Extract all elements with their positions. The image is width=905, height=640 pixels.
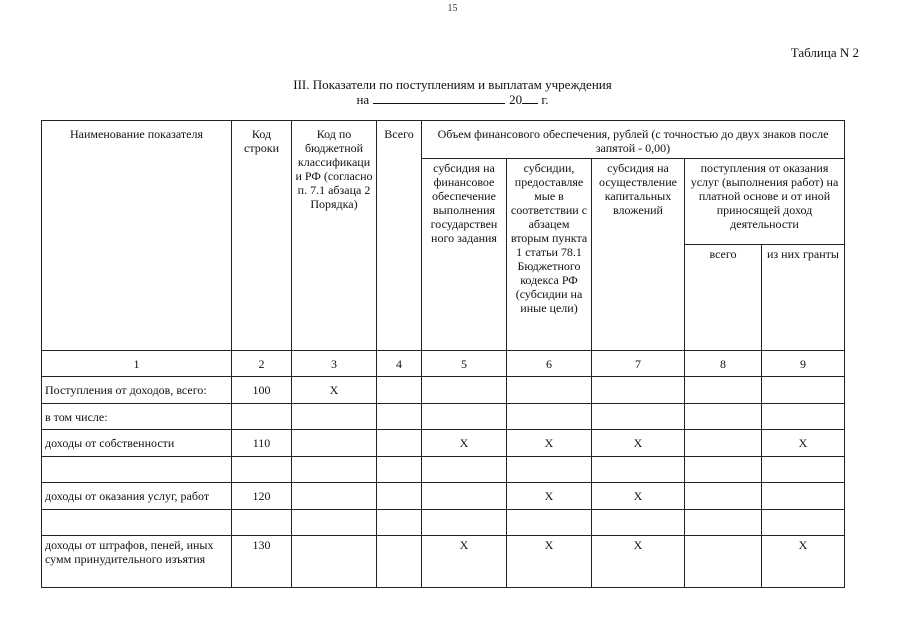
table-row — [42, 457, 845, 483]
row-cell — [422, 377, 507, 404]
header-paid-services: поступления от оказания услуг (выполнения работ) на платной основе и от иной приносящей доход деятельности — [685, 159, 845, 245]
row-cell: X — [507, 430, 592, 457]
row-cell: X — [592, 430, 685, 457]
row-cell — [762, 404, 845, 430]
row-cell — [762, 483, 845, 510]
header-subsidy-state-task: субсидия на финансовое обеспечение выполнения государствен ного задания — [422, 159, 507, 351]
column-number: 5 — [422, 351, 507, 377]
date-blank — [373, 92, 505, 104]
row-name: доходы от оказания услуг, работ — [42, 483, 232, 510]
column-number: 9 — [762, 351, 845, 377]
row-cell — [762, 377, 845, 404]
column-number: 7 — [592, 351, 685, 377]
column-number: 4 — [377, 351, 422, 377]
row-code: 120 — [232, 483, 292, 510]
row-cell — [377, 457, 422, 483]
header-subsidy-other: субсидии, предоставляе мые в соответствии с абзацем вторым пункта 1 статьи 78.1 Бюджетного кодекса РФ (субсидии на иные цели) — [507, 159, 592, 351]
date-prefix: на — [356, 92, 370, 107]
header-paid-total: всего — [685, 245, 762, 351]
row-cell — [292, 430, 377, 457]
column-number: 6 — [507, 351, 592, 377]
table-row — [42, 536, 845, 588]
header-row-code: Код строки — [232, 121, 292, 351]
row-cell — [422, 483, 507, 510]
row-cell — [507, 404, 592, 430]
row-cell — [685, 457, 762, 483]
row-cell — [292, 457, 377, 483]
table-row — [42, 510, 845, 536]
row-cell — [762, 510, 845, 536]
row-code: 130 — [232, 536, 292, 588]
row-cell — [592, 457, 685, 483]
header-total: Всего — [377, 121, 422, 351]
row-cell — [422, 510, 507, 536]
row-cell: X — [422, 430, 507, 457]
table-row — [42, 377, 845, 404]
row-cell — [685, 404, 762, 430]
row-cell — [377, 536, 422, 588]
row-cell: X — [507, 536, 592, 588]
row-cell — [685, 483, 762, 510]
row-cell: X — [762, 536, 845, 588]
date-line — [0, 92, 905, 107]
row-cell — [507, 510, 592, 536]
row-cell — [292, 510, 377, 536]
row-name — [42, 457, 232, 483]
row-name: доходы от штрафов, пеней, иных сумм принудительного изъятия — [42, 536, 232, 588]
header-budget-code: Код по бюджетной классификаци и РФ (согласно п. 7.1 абзаца 2 Порядка) — [292, 121, 377, 351]
row-code: 110 — [232, 430, 292, 457]
header-finance-volume: Объем финансового обеспечения, рублей (с точностью до двух знаков после запятой - 0,00) — [422, 121, 845, 159]
row-cell: X — [422, 536, 507, 588]
row-name: доходы от собственности — [42, 430, 232, 457]
row-name — [42, 510, 232, 536]
row-cell: X — [507, 483, 592, 510]
row-code — [232, 510, 292, 536]
date-suffix: г. — [541, 92, 549, 107]
row-name: Поступления от доходов, всего: — [42, 377, 232, 404]
row-cell — [292, 536, 377, 588]
row-cell — [377, 404, 422, 430]
date-year: 20 — [509, 92, 523, 107]
row-cell — [377, 510, 422, 536]
header-row-1 — [42, 121, 845, 159]
row-cell — [377, 377, 422, 404]
row-cell: X — [292, 377, 377, 404]
row-cell — [507, 377, 592, 404]
row-cell — [292, 483, 377, 510]
table-row — [42, 483, 845, 510]
row-cell — [685, 510, 762, 536]
row-cell: X — [592, 536, 685, 588]
row-code — [232, 457, 292, 483]
date-year-blank — [522, 92, 538, 104]
row-cell — [592, 377, 685, 404]
header-name: Наименование показателя — [42, 121, 232, 351]
table-number: Таблица N 2 — [790, 45, 859, 60]
row-cell — [422, 404, 507, 430]
column-number: 3 — [292, 351, 377, 377]
table-row — [42, 404, 845, 430]
row-cell — [762, 457, 845, 483]
column-number: 1 — [42, 351, 232, 377]
column-number: 2 — [232, 351, 292, 377]
table-row — [42, 430, 845, 457]
row-cell — [422, 457, 507, 483]
row-cell: X — [592, 483, 685, 510]
row-code: 100 — [232, 377, 292, 404]
header-paid-grants: из них гранты — [762, 245, 845, 351]
row-cell — [292, 404, 377, 430]
row-code — [232, 404, 292, 430]
row-cell — [377, 483, 422, 510]
row-name: в том числе: — [42, 404, 232, 430]
row-cell — [685, 377, 762, 404]
column-number: 8 — [685, 351, 762, 377]
indicators-table — [41, 120, 845, 588]
row-cell — [592, 404, 685, 430]
column-number-row — [42, 351, 845, 377]
row-cell — [592, 510, 685, 536]
row-cell — [685, 430, 762, 457]
page-number: 15 — [447, 3, 458, 14]
row-cell — [685, 536, 762, 588]
document-title — [0, 77, 905, 107]
row-cell: X — [762, 430, 845, 457]
title-line: III. Показатели по поступлениям и выплатам учреждения — [293, 77, 612, 92]
row-cell — [507, 457, 592, 483]
header-subsidy-capital: субсидия на осуществление капитальных вложений — [592, 159, 685, 351]
row-cell — [377, 430, 422, 457]
